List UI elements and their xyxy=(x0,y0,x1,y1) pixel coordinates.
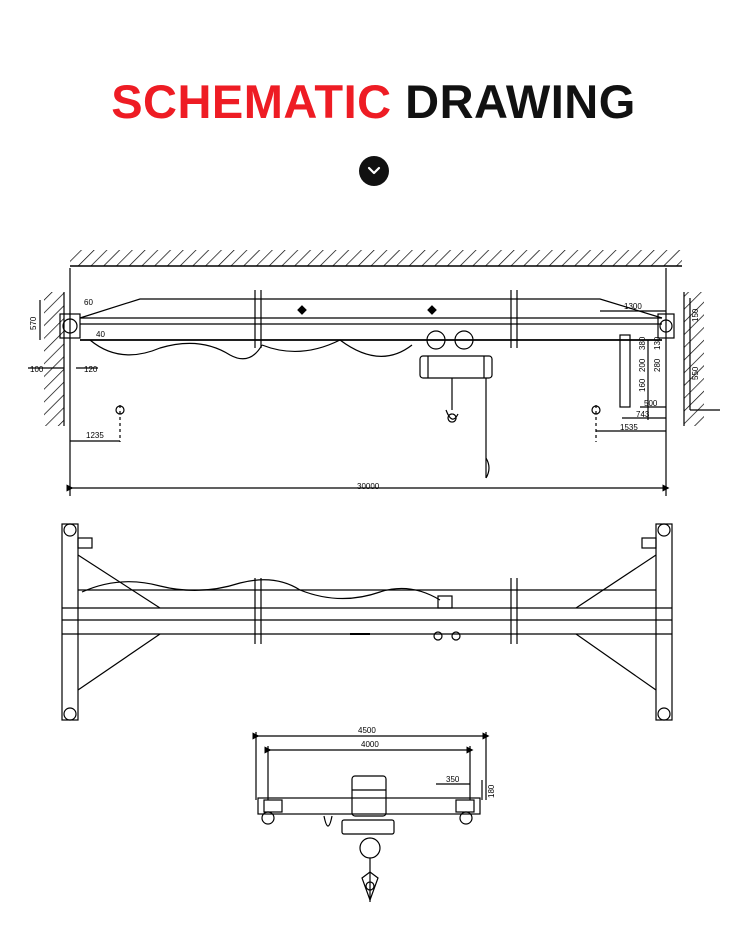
elevation-view xyxy=(28,250,720,496)
plan-trolley-wheel-1 xyxy=(434,632,442,640)
label-570: 570 xyxy=(29,316,38,330)
plan-trolley xyxy=(438,596,452,608)
label-130: 130 xyxy=(653,336,662,350)
hoist-pendant-hook xyxy=(324,816,332,826)
label-200: 200 xyxy=(638,358,647,372)
label-743: 743 xyxy=(636,410,650,419)
plan-trolley-wheel-2 xyxy=(452,632,460,640)
label-180: 180 xyxy=(487,784,496,798)
brace-right-top xyxy=(576,555,656,608)
marker-diamond-2 xyxy=(428,306,436,314)
hoist-body xyxy=(352,776,386,816)
label-550: 550 xyxy=(691,366,700,380)
left-wall-hatch xyxy=(44,292,64,426)
right-truck-wheel-bottom xyxy=(658,708,670,720)
label-350: 350 xyxy=(446,775,460,784)
label-1235: 1235 xyxy=(86,431,104,440)
hoist-labels xyxy=(358,726,496,798)
label-500: 500 xyxy=(644,399,658,408)
left-buffer xyxy=(78,538,92,548)
right-column xyxy=(620,335,630,407)
hoist-motor-body xyxy=(420,356,492,378)
label-4500: 4500 xyxy=(358,726,376,735)
label-280: 280 xyxy=(653,358,662,372)
marker-diamond-1 xyxy=(298,306,306,314)
right-buffer xyxy=(642,538,656,548)
hoist-left-block xyxy=(264,800,282,812)
label-1300: 1300 xyxy=(624,302,642,311)
label-40: 40 xyxy=(96,330,105,339)
label-380: 380 xyxy=(638,336,647,350)
hoist-right-block xyxy=(456,800,474,812)
hoist-drum xyxy=(360,838,380,858)
hoist-crossbeam xyxy=(258,798,480,814)
label-120: 120 xyxy=(84,365,98,374)
label-150: 150 xyxy=(691,308,700,322)
title-schematic: SCHEMATIC xyxy=(111,75,392,128)
label-span: 30000 xyxy=(357,482,380,491)
brace-left-top xyxy=(78,555,160,608)
elevation-labels xyxy=(29,298,700,491)
brace-left-bottom xyxy=(78,634,160,690)
label-60: 60 xyxy=(84,298,93,307)
label-160: 160 xyxy=(638,378,647,392)
hoist-gearbox xyxy=(342,820,394,834)
label-1535: 1535 xyxy=(620,423,638,432)
left-truck-wheel-top xyxy=(64,524,76,536)
left-truck-wheel-bottom xyxy=(64,708,76,720)
ceiling-hatch xyxy=(70,250,682,266)
brace-right-bottom xyxy=(576,634,656,690)
title-drawing: DRAWING xyxy=(405,75,636,128)
girder-top-chord xyxy=(80,299,662,318)
left-end-truck xyxy=(62,524,78,720)
label-100: 100 xyxy=(30,365,44,374)
plan-view xyxy=(62,524,672,720)
right-end-truck xyxy=(656,524,672,720)
festoon-cable xyxy=(90,340,412,359)
right-truck-wheel-top xyxy=(658,524,670,536)
label-4000: 4000 xyxy=(361,740,379,749)
hook-left xyxy=(446,410,458,422)
hoist-view xyxy=(256,732,486,902)
